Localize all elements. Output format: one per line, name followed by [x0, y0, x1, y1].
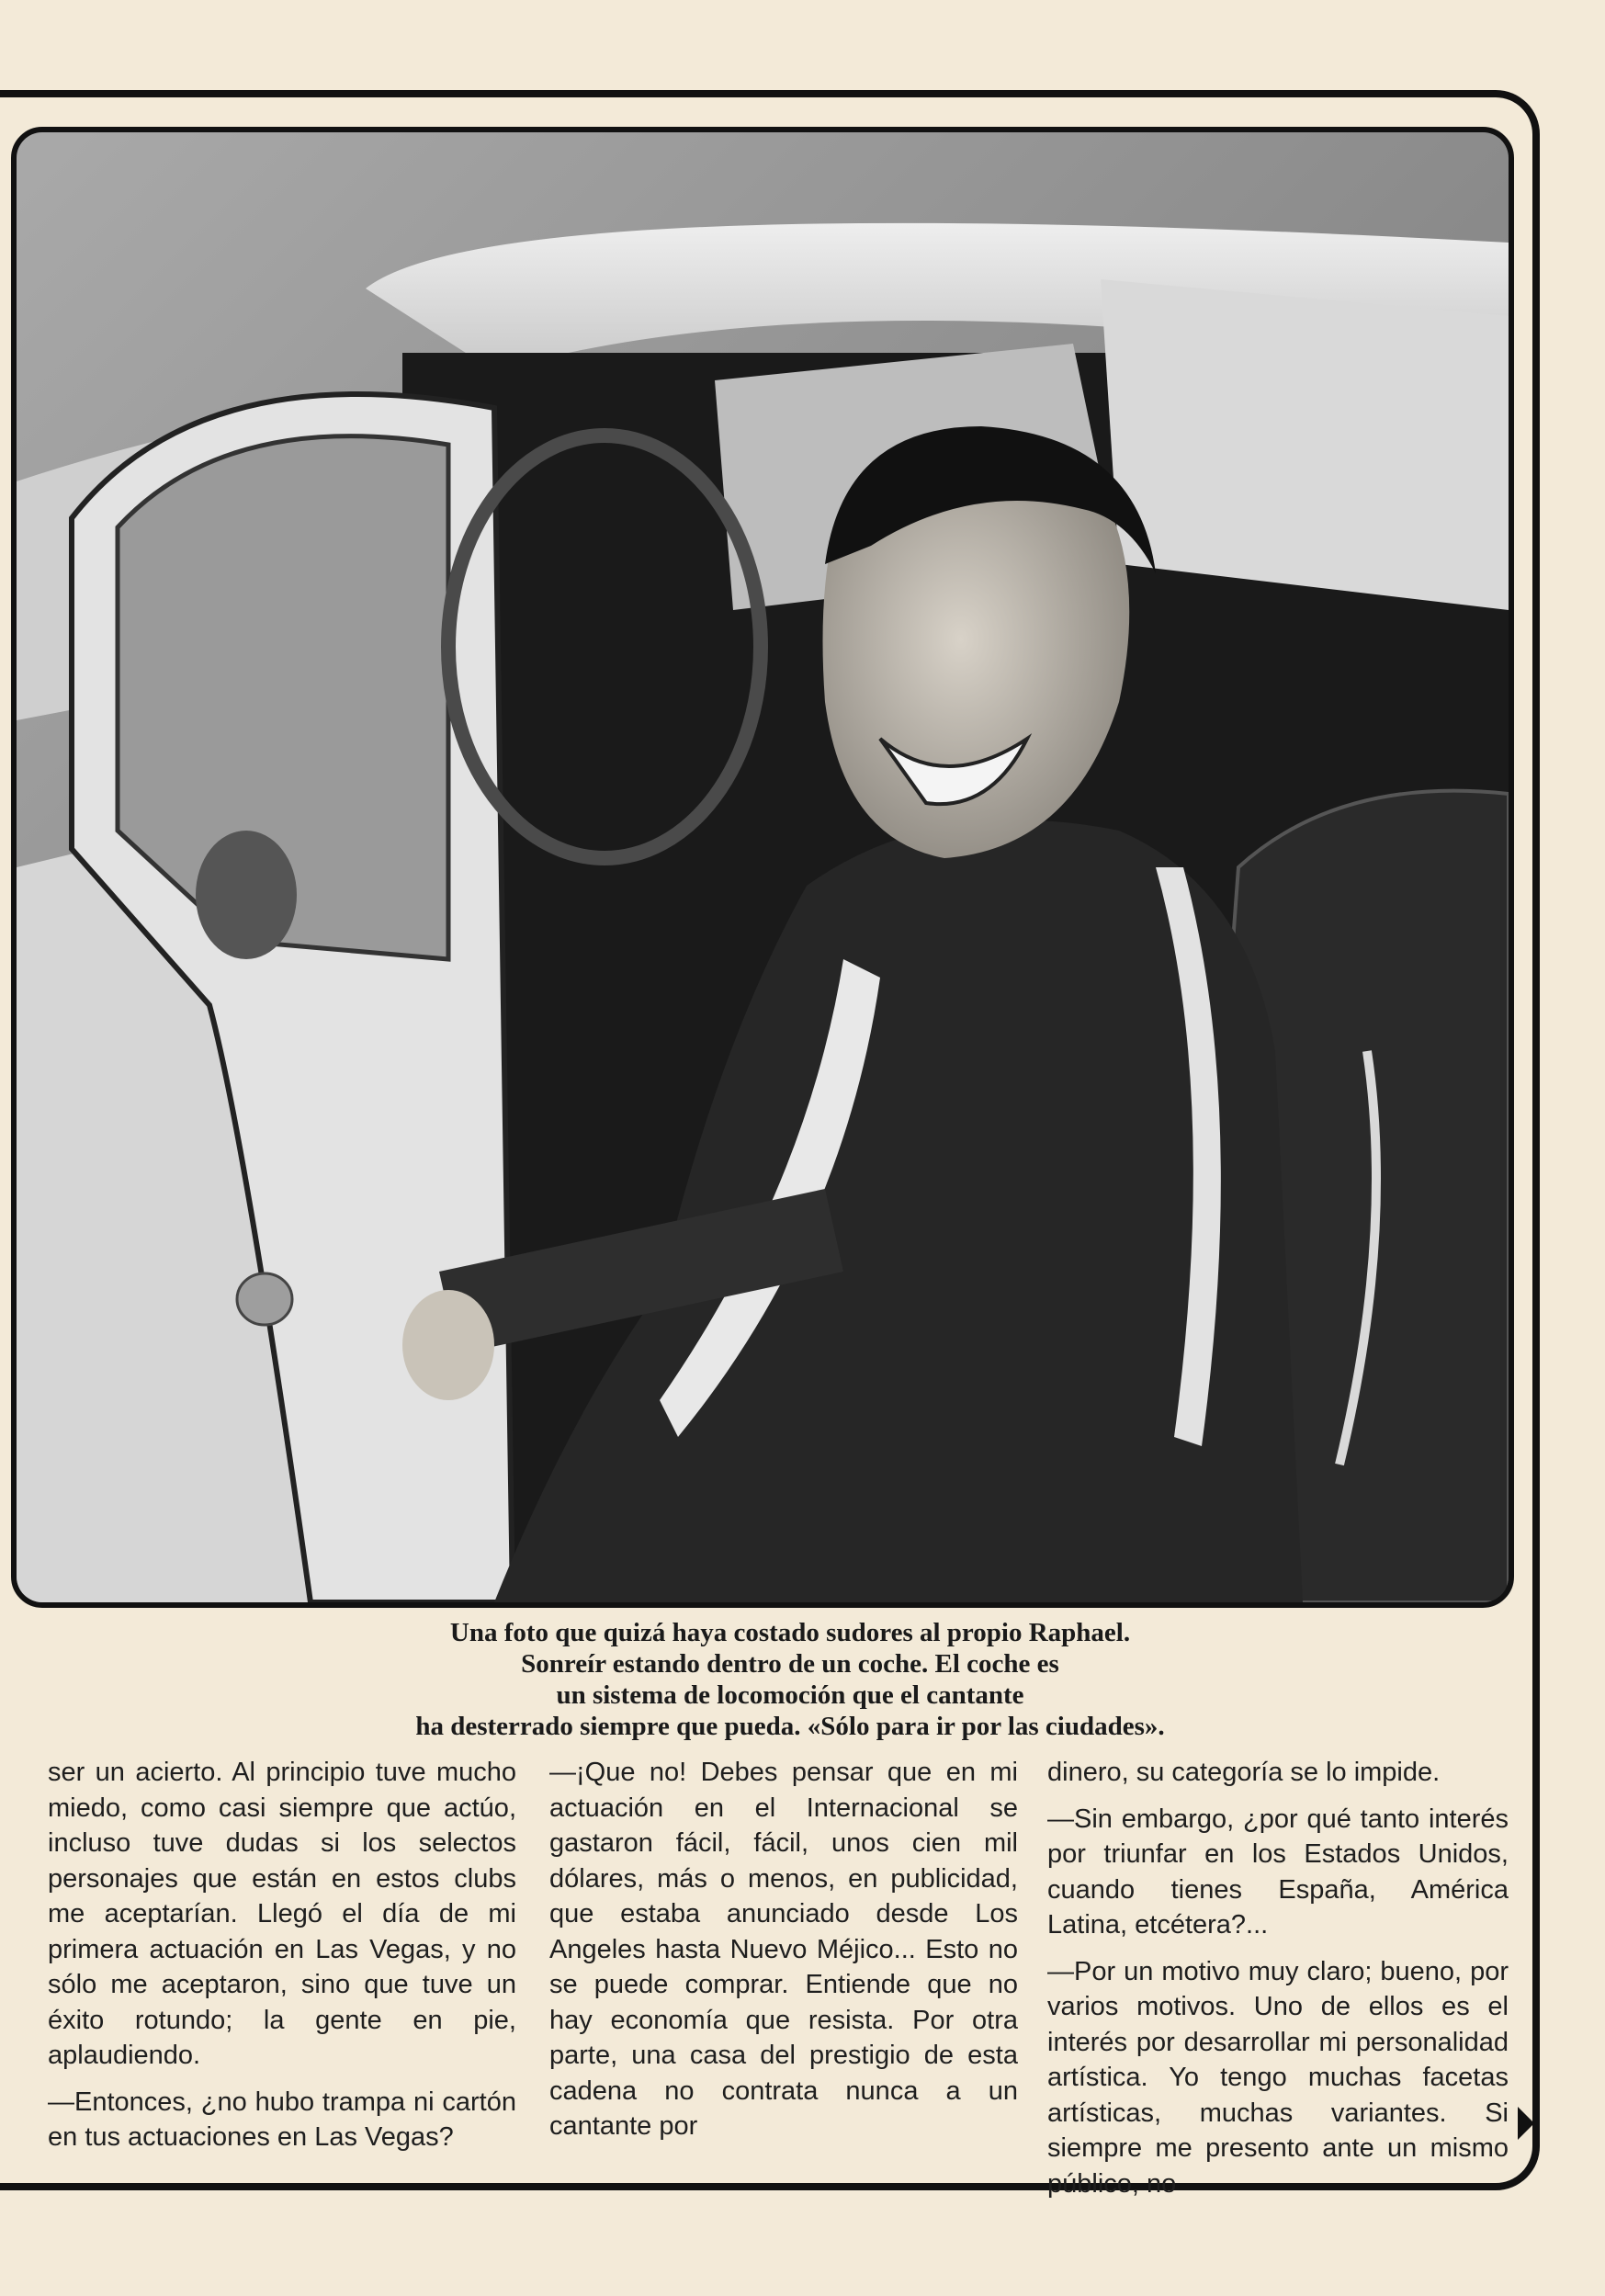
article-column-1 — [48, 1755, 516, 2166]
paragraph: —Sin embargo, ¿por qué tanto interés por triunfar en los Estados Unidos, cuando tienes España, América Latina, etcétera?... — [1047, 1804, 1509, 1940]
photo-illustration — [17, 132, 1509, 1602]
paragraph: —Entonces, ¿no hubo trampa ni cartón en tus actuaciones en Las Vegas? — [48, 2087, 516, 2152]
photo-caption — [230, 1617, 1351, 1742]
caption-line: ha desterrado siempre que pueda. «Sólo para ir por las ciudades». — [415, 1712, 1165, 1741]
caption-line: Sonreír estando dentro de un coche. El coche es — [521, 1649, 1059, 1679]
photo-raphael-in-car — [11, 127, 1514, 1608]
paragraph: dinero, su categoría se lo impide. — [1047, 1758, 1441, 1787]
continue-arrow-icon — [1518, 2107, 1534, 2140]
caption-line: un sistema de locomoción que el cantante — [556, 1680, 1024, 1710]
caption-line: Una foto que quizá haya costado sudores al propio Raphael. — [449, 1618, 1131, 1647]
paragraph: —Por un motivo muy claro; bueno, por varios motivos. Uno de ellos es el interés por desarrollar mi personalidad artística. Yo tengo muchas facetas artísticas, muchas variantes. Si siempre me presento ante un mismo público, no — [1047, 1956, 1509, 2199]
article-column-2 — [549, 1755, 1018, 2155]
paragraph: —¡Que no! Debes pensar que en mi actuación en el Internacional se gastaron fácil, fácil, unos cien mil dólares, más o menos, en publicidad, que estaba anunciado desde Los Angeles hasta Nuevo Méjico... Esto no se puede comprar. Entiende que no hay economía que resista. Por otra parte, una casa del prestigio de esta cadena no contrata nunca a un cantante por — [549, 1758, 1018, 2141]
article-column-3 — [1047, 1755, 1509, 2212]
paragraph: ser un acierto. Al principio tuve mucho miedo, como casi siempre que actúo, incluso tuve dudas si los selectos personajes que están en estos clubs me aceptarían. Llegó el día de mi primera actuación en Las Vegas, y no sólo me aceptaron, sino que tuve un éxito rotundo; la gente en pie, aplaudiendo. — [48, 1758, 516, 2070]
